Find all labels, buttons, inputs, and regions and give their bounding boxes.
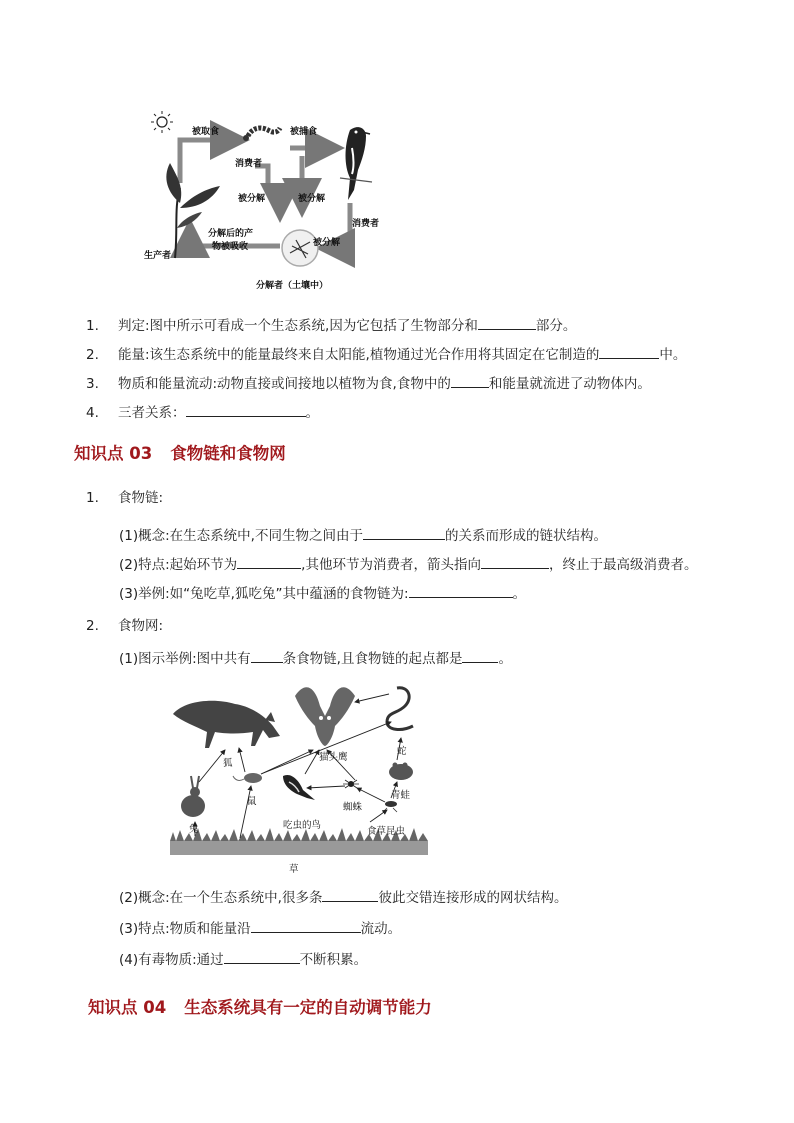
foodweb-heading: 2. 食物网: [86, 618, 164, 634]
blank[interactable] [409, 583, 513, 598]
label-owl: 猫头鹰 [319, 752, 348, 763]
label-mouse: 鼠 [247, 796, 257, 807]
label-bird: 吃虫的鸟 [283, 820, 322, 831]
caterpillar-icon [243, 128, 280, 141]
label-fox: 狐 [223, 758, 233, 769]
label-eaten: 被取食 [192, 127, 220, 137]
blank[interactable] [224, 949, 300, 964]
swallow-icon [340, 127, 372, 200]
label-decomposer: 分解者（土壤中） [256, 281, 329, 291]
section-heading-04: 知识点 04 生态系统具有一定的自动调节能力 [88, 998, 432, 1017]
foodweb-concept: (2)概念:在一个生态系统中,很多条 彼此交错连接形成的网状结构。 [119, 887, 567, 907]
blank[interactable] [322, 887, 378, 902]
insect-icon [383, 801, 397, 812]
label-decomposed1: 被分解 [238, 194, 266, 204]
blank[interactable] [478, 315, 536, 330]
section-heading-03: 知识点 03 食物链和食物网 [74, 444, 286, 463]
label-consumer2: 消费者 [352, 219, 380, 229]
blank[interactable] [251, 648, 283, 663]
owl-icon [295, 687, 355, 746]
blank[interactable] [599, 344, 659, 359]
foodweb-feature: (3)特点:物质和能量沿 流动。 [119, 918, 401, 938]
item-3: 3. 物质和能量流动:动物直接或间接地以植物为食,食物中的 和能量就流进了动物体内。 [86, 373, 651, 393]
label-frog: 青蛙 [391, 790, 411, 801]
blank[interactable] [251, 918, 361, 933]
spider-icon [343, 780, 359, 788]
blank[interactable] [451, 373, 489, 388]
item-1: 1. 判定:图中所示可看成一个生态系统,因为它包括了生物部分和 部分。 [86, 315, 576, 335]
label-absorbed-1: 分解后的产 [208, 229, 254, 239]
foodweb-diagram-question: (1)图示举例:图中共有 条食物链,且食物链的起点都是 。 [119, 648, 512, 668]
fox-icon [173, 701, 280, 748]
label-absorbed-2: 物被吸收 [212, 242, 249, 252]
label-decomposed2: 被分解 [298, 194, 326, 204]
food-web-diagram [165, 676, 430, 878]
sun-icon [151, 111, 173, 133]
foodchain-feature: (2)特点:起始环节为 ,其他环节为消费者，箭头指向 ，终止于最高级消费者。 [119, 554, 697, 574]
snake-icon [387, 688, 413, 730]
label-insect: 食草昆虫 [367, 826, 406, 837]
decomposer-icon [282, 230, 318, 266]
foodchain-example: (3)举例:如“兔吃草,狐吃兔”其中蕴涵的食物链为: 。 [119, 583, 526, 603]
frog-icon [389, 763, 413, 781]
label-caught: 被捕食 [290, 127, 318, 137]
blank[interactable] [363, 525, 445, 540]
label-spider: 蜘蛛 [343, 802, 363, 813]
label-grass: 草 [289, 864, 299, 875]
blank[interactable] [237, 554, 301, 569]
label-consumer1: 消费者 [235, 159, 263, 169]
item-4: 4. 三者关系： 。 [86, 402, 319, 422]
foodweb-toxic: (4)有毒物质:通过 不断积累。 [119, 949, 367, 969]
ecosystem-diagram [140, 108, 400, 298]
foodchain-concept: (1)概念:在生态系统中,不同生物之间由于 的关系而形成的链状结构。 [119, 525, 607, 545]
label-producer: 生产者 [144, 251, 172, 261]
item-2: 2. 能量:该生态系统中的能量最终来自太阳能,植物通过光合作用将其固定在它制造的 中。 [86, 344, 686, 364]
label-snake: 蛇 [397, 746, 407, 757]
label-rabbit: 兔 [189, 824, 199, 835]
blank[interactable] [186, 402, 306, 417]
label-decomposed3: 被分解 [313, 238, 341, 248]
rabbit-icon [181, 776, 205, 817]
foodchain-heading: 1. 食物链: [86, 490, 164, 506]
blank[interactable] [462, 648, 498, 663]
mouse-icon [233, 773, 262, 783]
blank[interactable] [481, 554, 549, 569]
